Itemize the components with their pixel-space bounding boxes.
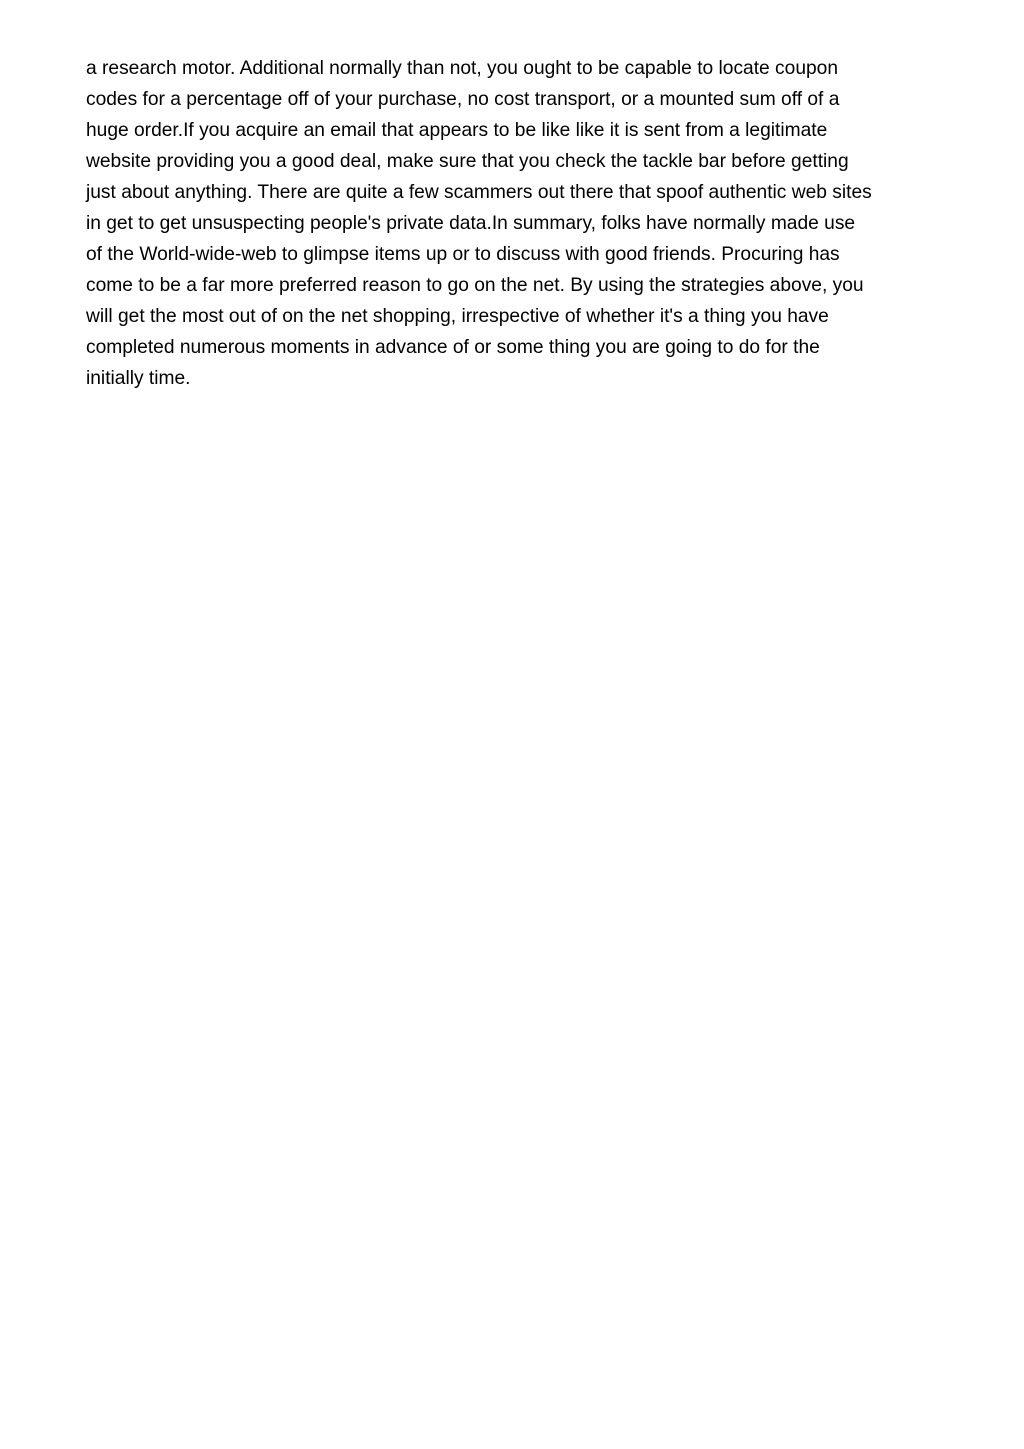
text-line-9: will get the most out of on the net shopping, irrespective of whether it's a thing you have — [86, 306, 829, 327]
text-line-11: initially time. — [86, 368, 191, 389]
text-line-1: a research motor. Additional normally than not, you ought to be capable to locate coupon — [86, 58, 839, 79]
text-line-5: just about anything. There are quite a few scammers out there that spoof authentic web sites — [86, 182, 872, 203]
text-line-6: in get to get unsuspecting people's private data.In summary, folks have normally made use — [86, 213, 856, 234]
text-line-4: website providing you a good deal, make sure that you check the tackle bar before getting — [86, 151, 849, 172]
text-line-7: of the World-wide-web to glimpse items up or to discuss with good friends. Procuring has — [86, 244, 840, 265]
text-line-10: completed numerous moments in advance of or some thing you are going to do for the — [86, 337, 820, 358]
text-line-8: come to be a far more preferred reason to go on the net. By using the strategies above, you — [86, 275, 864, 296]
text-line-2: codes for a percentage off of your purchase, no cost transport, or a mounted sum off of a — [86, 89, 840, 110]
body-paragraph — [86, 53, 946, 394]
text-line-3: huge order.If you acquire an email that appears to be like like it is sent from a legitimate — [86, 120, 828, 141]
